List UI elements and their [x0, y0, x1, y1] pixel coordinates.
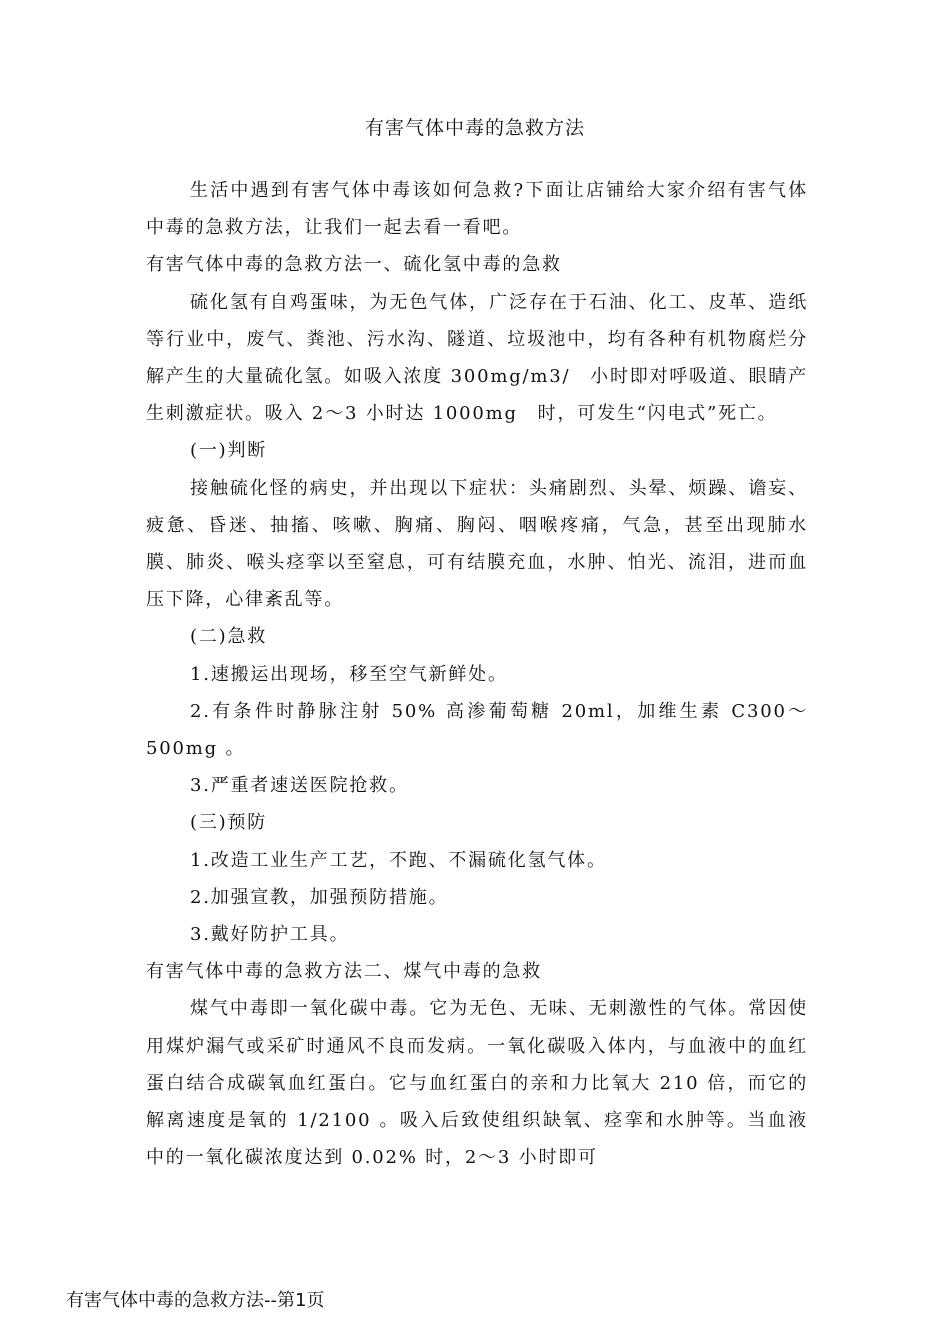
paragraph-h2s-description: 硫化氢有自鸡蛋味，为无色气体，广泛存在于石油、化工、皮革、造纸等行业中，废气、粪池、污水沟、隧道、垃圾池中，均有各种有机物腐烂分解产生的大量硫化氢。如吸入浓度 300mg/m3/ 小时即对呼吸道、眼睛产生刺激症状。吸入 2～3 小时达 1000mg 时，可发生“闪电式”死亡。: [146, 291, 808, 425]
list-item: 2.有条件时静脉注射 50% 高渗葡萄糖 20ml，加维生素 C300～500mg 。: [146, 700, 808, 760]
page-footer: 有害气体中毒的急救方法--第1页: [66, 1290, 325, 1311]
paragraph-symptoms: 接触硫化怪的病史，并出现以下症状：头痛剧烈、头晕、烦躁、谵妄、疲惫、昏迷、抽搐、咳嗽、胸痛、胸闷、咽喉疼痛，气急，甚至出现肺水膜、肺炎、喉头痉挛以至窒息，可有结膜充血，水肿、怕光、流泪，进而血压下降，心律紊乱等。: [146, 477, 808, 611]
document-body: [146, 172, 808, 1176]
section-heading-2: 有害气体中毒的急救方法二、煤气中毒的急救: [146, 961, 542, 983]
list-item: 1.速搬运出现场，移至空气新鲜处。: [190, 663, 508, 685]
subheading-first-aid: (二)急救: [190, 626, 268, 648]
paragraph-intro: 生活中遇到有害气体中毒该如何急救?下面让店铺给大家介绍有害气体中毒的急救方法，让我们一起去看一看吧。: [146, 180, 808, 239]
page-title: 有害气体中毒的急救方法: [364, 117, 585, 139]
section-heading-1: 有害气体中毒的急救方法一、硫化氢中毒的急救: [146, 254, 562, 276]
paragraph-co-description: 煤气中毒即一氧化碳中毒。它为无色、无味、无刺激性的气体。常因使用煤炉漏气或采矿时通风不良而发病。一氧化碳吸入体内，与血液中的血红蛋白结合成碳氧血红蛋白。它与血红蛋白的亲和力比氧大 210 倍，而它的解离速度是氧的 1/2100 。吸入后致使组织缺氧、痉挛和水肿等。当血液中的一氧化碳浓度达到 0.02% 时，2～3 小时即可: [146, 998, 808, 1169]
list-item: 1.改造工业生产工艺，不跑、不漏硫化氢气体。: [190, 849, 607, 871]
subheading-judgement: (一)判断: [190, 440, 268, 462]
list-item: 2.加强宣教，加强预防措施。: [190, 886, 449, 908]
list-item: 3.严重者速送医院抢救。: [190, 775, 409, 797]
subheading-prevention: (三)预防: [190, 812, 268, 834]
list-item: 3.戴好防护工具。: [190, 924, 350, 946]
